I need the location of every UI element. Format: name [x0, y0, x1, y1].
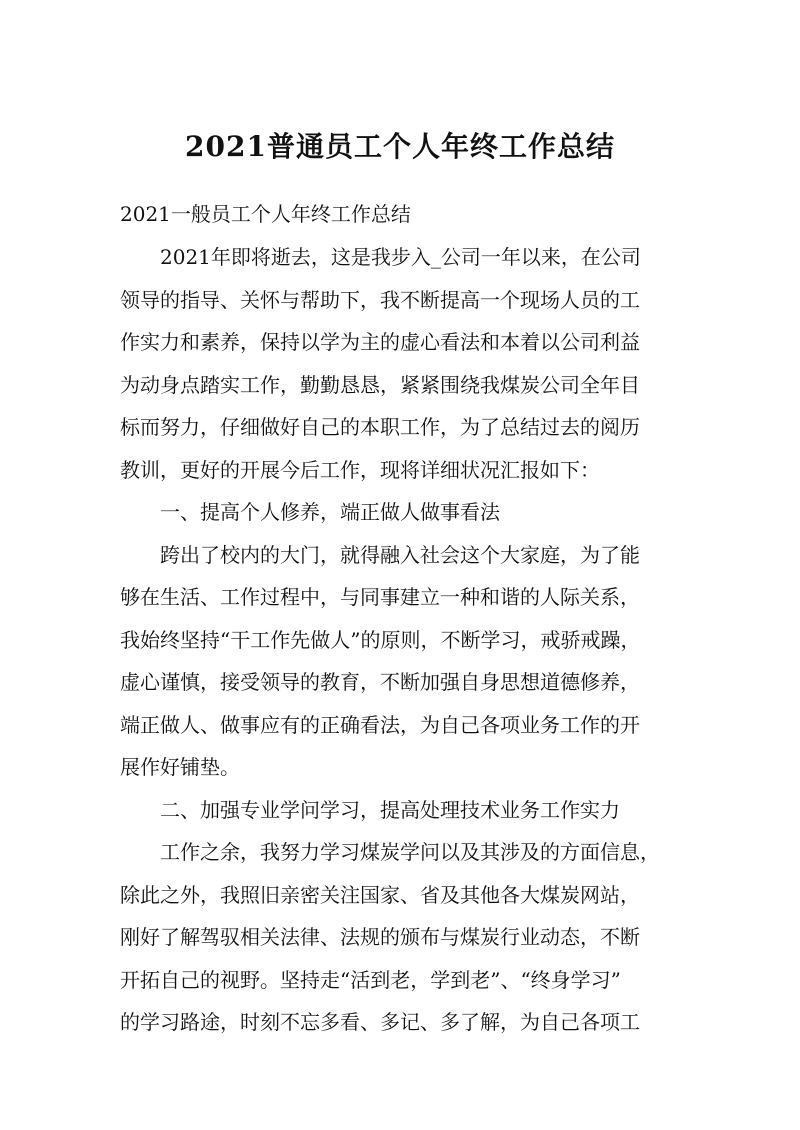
body-line-1: 2021年即将逝去，这是我步入_公司一年以来，在公司	[120, 245, 641, 269]
body-line-5: 标而努力，仔细做好自己的本职工作，为了总结过去的阅历	[120, 415, 640, 439]
body-line-11: 端正做人、做事应有的正确看法，为自己各项业务工作的开	[120, 713, 640, 737]
body-line-7: 跨出了校内的大门，就得融入社会这个大家庭，为了能	[120, 543, 640, 567]
body-line-15: 刚好了解驾驭相关法律、法规的颁布与煤炭行业动态，不断	[120, 925, 640, 949]
body-line-10: 虚心谨慎，接受领导的教育，不断加强自身思想道德修养，	[120, 670, 640, 694]
document-title: 2021普通员工个人年终工作总结	[185, 130, 615, 163]
body-line-4: 为动身点踏实工作，勤勤恳恳，紧紧围绕我煤炭公司全年目	[120, 373, 640, 397]
body-line-12: 展作好铺垫。	[120, 755, 240, 779]
document-subtitle: 2021一般员工个人年终工作总结	[120, 202, 411, 226]
body-line-2: 领导的指导、关怀与帮助下，我不断提高一个现场人员的工	[120, 288, 640, 312]
body-line-3: 作实力和素养，保持以学为主的虚心看法和本着以公司利益	[120, 330, 640, 354]
body-line-8: 够在生活、工作过程中，与同事建立一种和谐的人际关系，	[120, 585, 640, 609]
body-line-16: 开拓自己的视野。坚持走“活到老，学到老”、“终身学习”	[120, 968, 621, 992]
body-line-13: 工作之余，我努力学习煤炭学问以及其涉及的方面信息，	[120, 840, 660, 864]
body-line-9: 我始终坚持“干工作先做人”的原则，不断学习，戒骄戒躁，	[120, 628, 641, 652]
body-line-17: 的学习路途，时刻不忘多看、多记、多了解，为自己各项工	[120, 1010, 640, 1034]
section-heading-1: 一、提高个人修养，端正做人做事看法	[120, 500, 500, 524]
body-line-14: 除此之外，我照旧亲密关注国家、省及其他各大煤炭网站，	[120, 883, 640, 907]
body-line-6: 教训，更好的开展今后工作，现将详细状况汇报如下：	[120, 458, 600, 482]
section-heading-2: 二、加强专业学问学习，提高处理技术业务工作实力	[120, 798, 620, 822]
